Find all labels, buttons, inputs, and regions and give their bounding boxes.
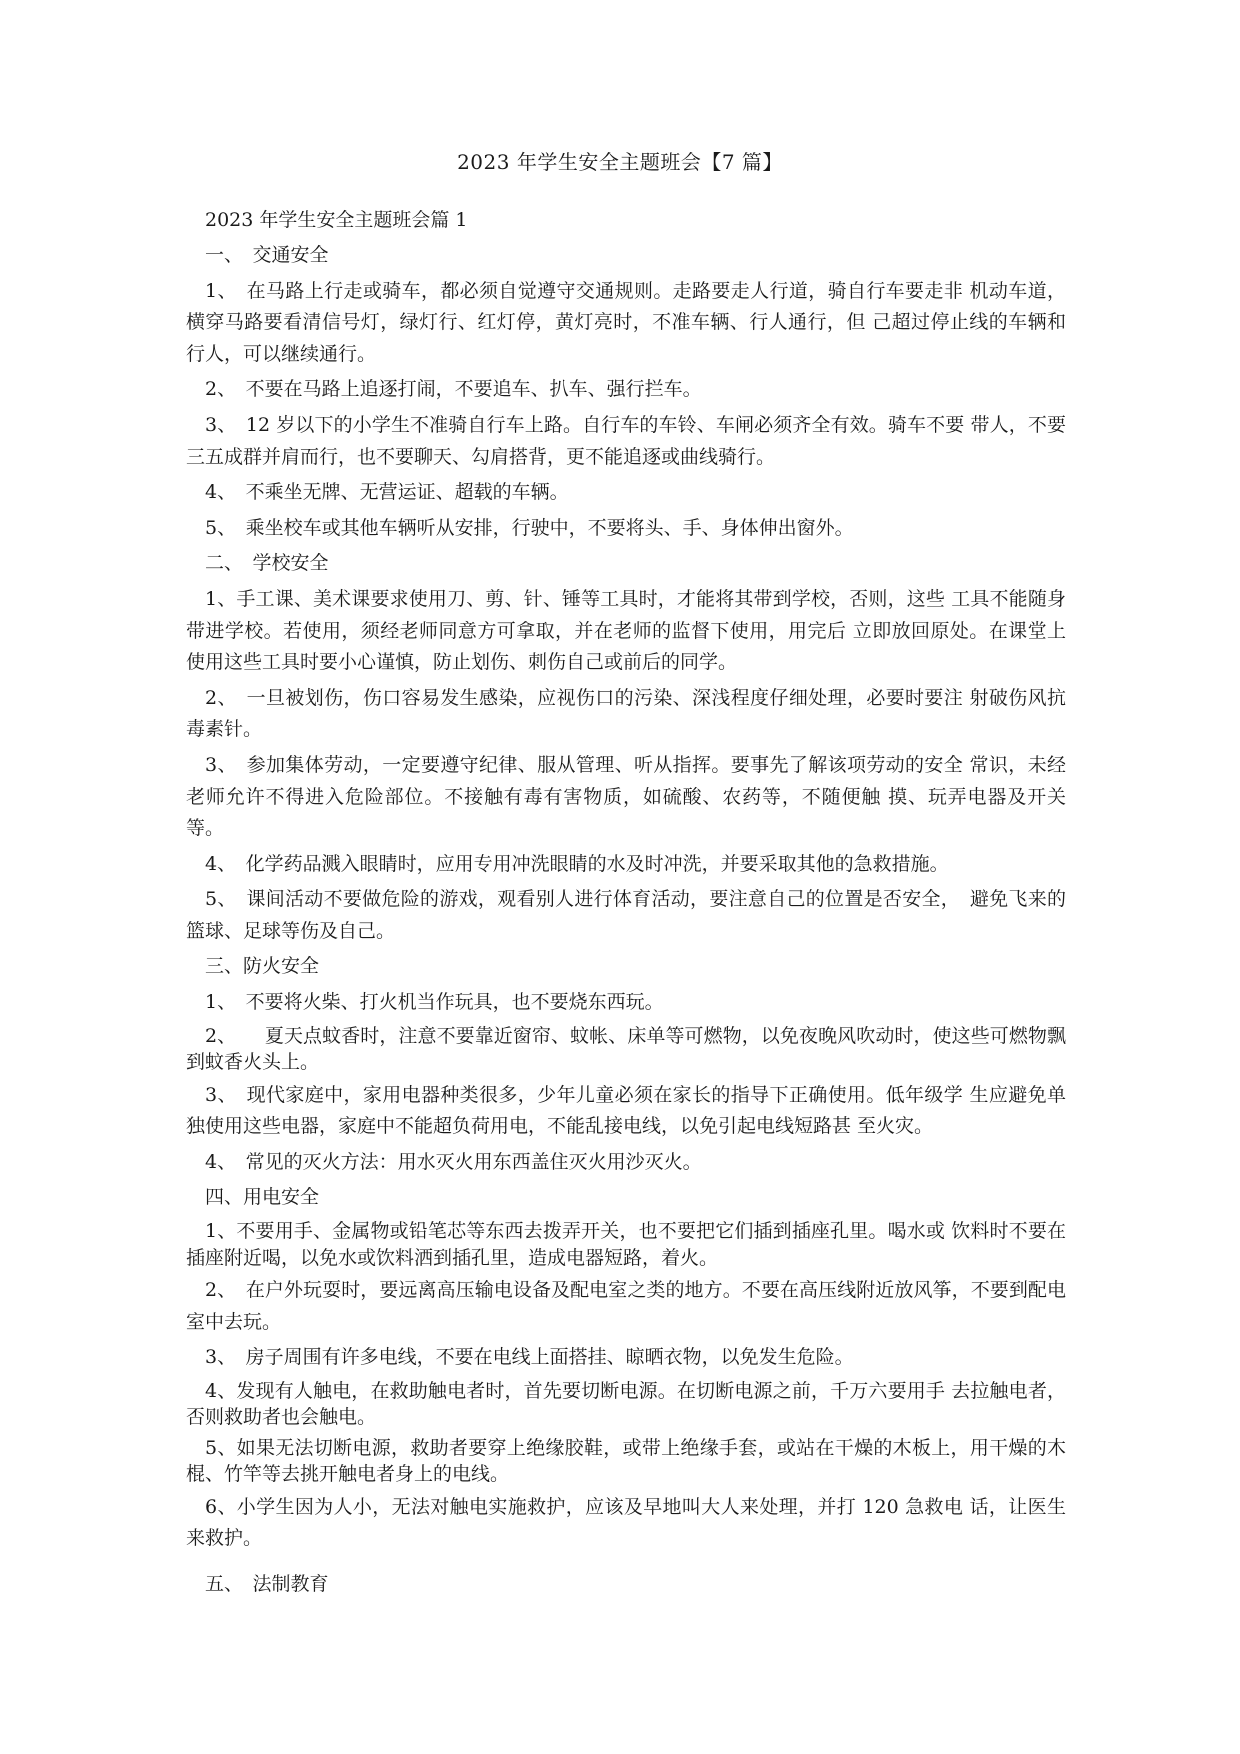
paragraph: 1、 不要将火柴、打火机当作玩具，也不要烧东西玩。	[205, 991, 664, 1014]
paragraph: 5、 乘坐校车或其他车辆听从安排，行驶中，不要将头、手、身体伸出窗外。	[205, 516, 854, 539]
paragraph: 1、手工课、美术课要求使用刀、剪、针、锤等工具时，才能将其带到学校，否则，这些 工具不能随身带进学校。若使用，须经老师同意方可拿取，并在老师的监督下使用，用完后 立即放回原处。在课堂上使用这些工具时要小心谨慎，防止划伤、刺伤自己或前后的同学。	[186, 587, 1066, 674]
document-body	[186, 206, 1066, 1605]
paragraph: 4、 不乘坐无牌、无营运证、超载的车辆。	[205, 481, 569, 504]
paragraph: 1、 在马路上行走或骑车，都必须自觉遵守交通规则。走路要走人行道，骑自行车要走非 机动车道，横穿马路要看清信号灯，绿灯行、红灯停，黄灯亮时，不准车辆、行人通行，但 己超过停止线的车辆和行人，可以继续通行。	[186, 279, 1066, 365]
paragraph: 4、发现有人触电，在救助触电者时，首先要切断电源。在切断电源之前，千万六要用手 去拉触电者，否则救助者也会触电。	[186, 1379, 1066, 1429]
paragraph: 5、 课间活动不要做危险的游戏，观看别人进行体育活动，要注意自己的位置是否安全， 避免飞来的篮球、足球等伤及自己。	[186, 888, 1066, 942]
paragraph: 3、 参加集体劳动，一定要遵守纪律、服从管理、听从指挥。要事先了解该项劳动的安全 常识，未经老师允许不得进入危险部位。不接触有毒有害物质，如硫酸、农药等，不随便触 摸、玩弄电器及开关等。	[186, 753, 1066, 840]
paragraph: 4、 化学药品溅入眼睛时，应用专用冲洗眼睛的水及时冲洗，并要采取其他的急救措施。	[205, 852, 949, 875]
paragraph: 2、 在户外玩耍时，要远离高压输电设备及配电室之类的地方。不要在高压线附近放风筝，不要到配电室中去玩。	[186, 1279, 1066, 1333]
paragraph: 2、 一旦被划伤，伤口容易发生感染，应视伤口的污染、深浅程度仔细处理，必要时要注 射破伤风抗毒素针。	[186, 686, 1066, 741]
heading-school-safety: 二、 学校安全	[205, 552, 329, 575]
heading-fire-safety: 三、防火安全	[205, 955, 320, 978]
paragraph: 2、 不要在马路上追逐打闹，不要追车、扒车、强行拦车。	[205, 378, 702, 401]
paragraph: 3、 房子周围有许多电线，不要在电线上面搭挂、晾晒衣物，以免发生危险。	[205, 1346, 854, 1369]
heading-legal-education: 五、 法制教育	[205, 1573, 329, 1595]
section-title: 2023 年学生安全主题班会篇 1	[205, 209, 468, 231]
document-title: 2023 年学生安全主题班会【7 篇】	[457, 150, 783, 174]
paragraph: 3、 12 岁以下的小学生不准骑自行车上路。自行车的车铃、车闸必须齐全有效。骑车不要 带人，不要三五成群并肩而行，也不要聊天、勾肩搭背，更不能追逐或曲线骑行。	[186, 413, 1066, 468]
paragraph: 3、 现代家庭中，家用电器种类很多，少年儿童必须在家长的指导下正确使用。低年级学 生应避免单独使用这些电器，家庭中不能超负荷用电，不能乱接电线，以免引起电线短路甚 至火灾。	[186, 1083, 1066, 1138]
heading-electrical-safety: 四、用电安全	[205, 1186, 320, 1209]
paragraph: 1、不要用手、金属物或铅笔芯等东西去拨弄开关，也不要把它们插到插座孔里。喝水或 饮料时不要在插座附近喝，以免水或饮料洒到插孔里，造成电器短路，着火。	[186, 1220, 1066, 1269]
paragraph: 5、如果无法切断电源，救助者要穿上绝缘胶鞋，或带上绝缘手套，或站在干燥的木板上，用干燥的木棍、竹竿等去挑开触电者身上的电线。	[186, 1436, 1066, 1486]
heading-traffic-safety: 一、 交通安全	[205, 244, 329, 266]
paragraph: 6、小学生因为人小，无法对触电实施救护，应该及早地叫大人来处理，并打 120 急救电 话，让医生来救护。	[186, 1495, 1066, 1550]
paragraph: 2、 夏天点蚊香时，注意不要靠近窗帘、蚊帐、床单等可燃物，以免夜晚风吹动时，使这些可燃物飘到蚊香火头上。	[186, 1024, 1066, 1074]
paragraph: 4、 常见的灭火方法：用水灭火用东西盖住灭火用沙灭火。	[205, 1150, 702, 1173]
